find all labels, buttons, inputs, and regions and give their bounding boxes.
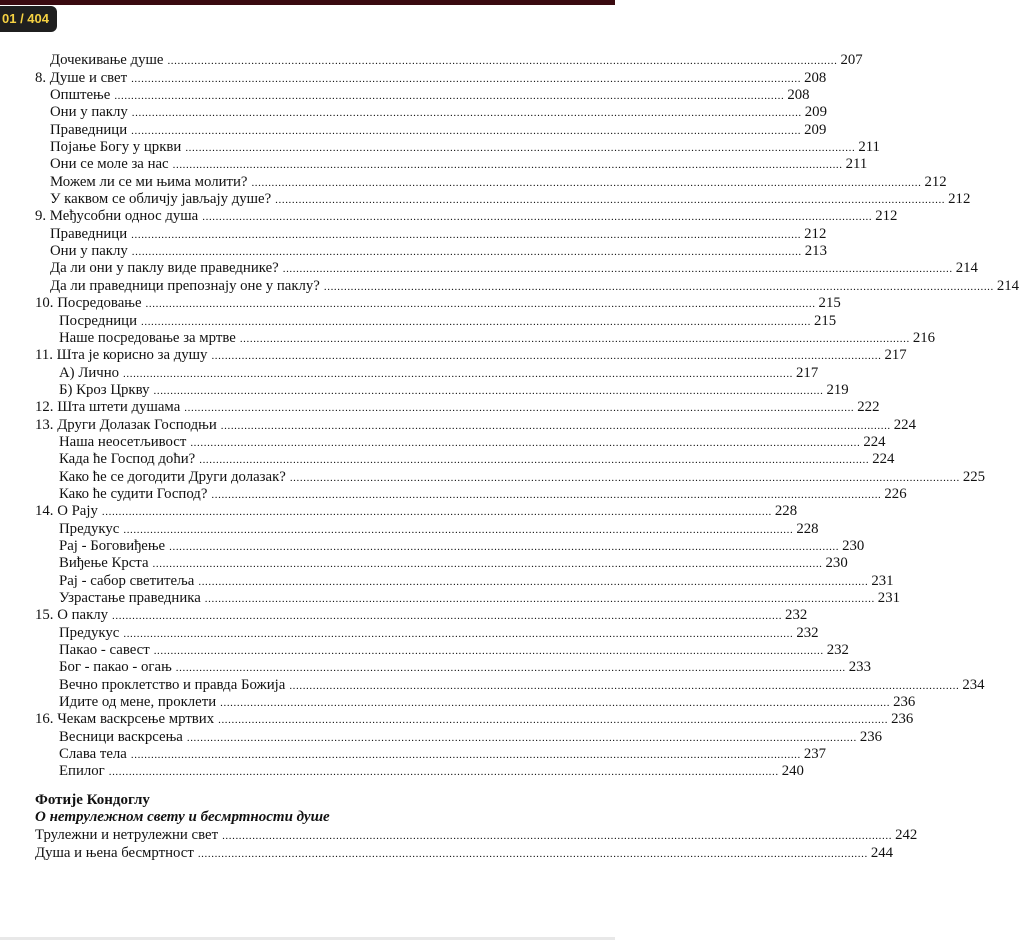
toc-entry-title: 9. Међусобни однос душа — [35, 208, 199, 225]
toc-entry[interactable] — [35, 694, 916, 711]
toc-page-number: 224 — [872, 451, 895, 468]
toc-page-number: 214 — [955, 260, 978, 277]
toc-entry-title: 11. Шта је корисно за душу — [35, 347, 208, 364]
toc-entry[interactable] — [35, 537, 865, 555]
toc-page-number: 215 — [814, 312, 837, 329]
toc-entry-title: Можем ли се ми њима молити? — [35, 174, 249, 191]
toc-leader-dots: ........................................................................................................................................................................................................ — [202, 211, 873, 224]
toc-entry-title: А) Лично — [35, 365, 121, 382]
toc-page-number: 216 — [912, 329, 936, 346]
toc-entry-title: Б) Кроз Цркву — [35, 382, 152, 399]
toc-entry[interactable] — [35, 728, 883, 745]
toc-entry-title: Бог - пакао - огањ — [35, 659, 174, 676]
toc-entry-title: Предукус — [35, 625, 121, 642]
toc-entry-title: 10. Посредовање — [35, 295, 142, 312]
toc-leader-dots: ........................................................................................................................................................................................................ — [131, 72, 802, 85]
toc-entry[interactable] — [35, 844, 894, 861]
toc-entry[interactable] — [35, 104, 827, 121]
toc-entry-title: Они у паклу — [35, 243, 130, 260]
toc-entry-title: 8. Душе и свет — [35, 69, 128, 86]
toc-leader-dots: ........................................................................................................................................................................................................ — [175, 662, 846, 675]
toc-page-number: 230 — [842, 537, 865, 554]
toc-page-number: 209 — [804, 104, 827, 121]
toc-leader-dots: ........................................................................................................................................................................................................ — [220, 697, 891, 710]
toc-page-number: 225 — [962, 468, 986, 485]
toc-page-number: 236 — [859, 728, 883, 745]
toc-entry-title: 16. Чекам васкрсење мртвих — [35, 711, 215, 728]
toc-leader-dots: ........................................................................................................................................................................................................ — [251, 176, 922, 189]
toc-leader-dots: ........................................................................................................................................................................................................ — [153, 645, 824, 658]
toc-leader-dots: ........................................................................................................................................................................................................ — [186, 731, 857, 744]
toc-entry[interactable] — [35, 746, 827, 763]
toc-page-number: 214 — [996, 277, 1019, 294]
toc-entry[interactable] — [35, 69, 827, 86]
toc-leader-dots: ........................................................................................................................................................................................................ — [185, 142, 856, 155]
toc-entry[interactable] — [35, 642, 849, 659]
toc-entry-title: Предукус — [35, 521, 121, 538]
toc-page-number: 224 — [893, 416, 916, 433]
toc-page-number: 234 — [962, 676, 985, 693]
toc-entry[interactable] — [35, 243, 827, 260]
toc-entry-title: Весници васкрсења — [35, 729, 185, 746]
toc-page-number: 217 — [884, 347, 907, 364]
toc-entry[interactable] — [35, 676, 985, 693]
toc-entry-title: Пакао - савест — [35, 642, 152, 659]
toc-entry[interactable] — [35, 485, 907, 503]
toc-page-number: 213 — [804, 243, 827, 260]
table-of-contents — [35, 52, 1019, 780]
toc-entry-title: Трулежни и нетрулежни свет — [35, 827, 219, 844]
toc-page-number: 237 — [803, 746, 827, 763]
toc-leader-dots: ........................................................................................................................................................................................................ — [101, 506, 772, 519]
toc-page-number: 232 — [796, 624, 819, 641]
toc-leader-dots: ........................................................................................................................................................................................................ — [108, 766, 779, 779]
toc-page-number: 224 — [863, 433, 886, 450]
page-indicator-badge[interactable]: 01 / 404 — [0, 6, 57, 32]
toc-page-number: 219 — [826, 381, 849, 398]
table-of-contents-2 — [35, 827, 918, 862]
toc-entry-title: Они у паклу — [35, 104, 130, 121]
toc-page-number: 233 — [848, 659, 871, 676]
toc-entry-title: Рај - сабор светитеља — [35, 573, 196, 590]
toc-page-number: 236 — [893, 694, 916, 711]
toc-entry[interactable] — [35, 503, 798, 520]
toc-page-number: 231 — [871, 572, 894, 589]
toc-entry[interactable] — [35, 433, 886, 451]
toc-leader-dots: ........................................................................................................................................................................................................ — [123, 367, 794, 380]
viewer-top-bar — [0, 0, 615, 5]
toc-leader-dots: ........................................................................................................................................................................................................ — [218, 714, 889, 727]
toc-entry-title: Да ли они у паклу виде праведнике? — [35, 260, 281, 277]
toc-page-number: 228 — [774, 503, 798, 520]
toc-leader-dots: ........................................................................................................................................................................................................ — [152, 558, 823, 571]
toc-leader-dots: ........................................................................................................................................................................................................ — [123, 523, 794, 536]
toc-entry[interactable] — [35, 607, 808, 624]
toc-page-number: 242 — [895, 827, 918, 844]
toc-page-number: 212 — [804, 225, 827, 242]
toc-entry-title: Како ће се догодити Други долазак? — [35, 469, 288, 486]
toc-entry[interactable] — [35, 711, 914, 728]
toc-page-number: 208 — [804, 69, 827, 86]
toc-leader-dots: ........................................................................................................................................................................................................ — [190, 436, 861, 449]
toc-page-number: 236 — [891, 711, 914, 728]
toc-leader-dots: ........................................................................................................................................................................................................ — [131, 107, 802, 120]
toc-page-number: 212 — [875, 208, 898, 225]
toc-leader-dots: ........................................................................................................................................................................................................ — [239, 332, 910, 345]
toc-entry[interactable] — [35, 121, 827, 138]
toc-entry[interactable] — [35, 329, 936, 347]
toc-entry[interactable] — [35, 156, 868, 173]
toc-entry-title: 15. О паклу — [35, 607, 109, 624]
toc-entry[interactable] — [35, 624, 819, 641]
toc-entry[interactable] — [35, 381, 849, 399]
essay-title: О нетрулежном свету и бесмртности душе — [35, 809, 330, 825]
toc-leader-dots: ........................................................................................................................................................................................................ — [204, 593, 875, 605]
toc-page-number: 231 — [877, 590, 900, 606]
toc-leader-dots: ........................................................................................................................................................................................................ — [222, 830, 893, 843]
toc-leader-dots: ........................................................................................................................................................................................................ — [153, 384, 824, 397]
toc-leader-dots: ........................................................................................................................................................................................................ — [131, 228, 802, 241]
toc-page-number: 208 — [787, 87, 810, 104]
toc-entry[interactable] — [35, 763, 804, 780]
toc-entry[interactable] — [35, 87, 810, 104]
toc-entry-title: У каквом се обличју јављају душе? — [35, 191, 273, 208]
toc-entry-title: Праведници — [35, 226, 129, 243]
toc-page-number: 226 — [884, 485, 907, 502]
toc-leader-dots: ........................................................................................................................................................................................................ — [220, 419, 891, 432]
toc-entry[interactable] — [35, 827, 918, 844]
toc-entry[interactable] — [35, 520, 819, 537]
toc-page-number: 207 — [840, 52, 863, 69]
toc-entry-title: Они се моле за нас — [35, 156, 171, 173]
toc-page-number: 232 — [826, 642, 849, 659]
toc-entry-title: Наша неосетљивост — [35, 434, 188, 451]
toc-entry[interactable] — [35, 659, 871, 676]
toc-entry[interactable] — [35, 468, 986, 485]
toc-entry[interactable] — [35, 225, 827, 242]
toc-page-number: 211 — [858, 139, 880, 156]
toc-entry-title: Појање Богу у цркви — [35, 139, 183, 156]
toc-entry[interactable] — [35, 277, 1019, 294]
toc-leader-dots: ........................................................................................................................................................................................................ — [323, 280, 994, 293]
toc-entry-title: 12. Шта штети душама — [35, 399, 181, 416]
toc-leader-dots: ........................................................................................................................................................................................................ — [167, 55, 838, 68]
toc-leader-dots: ........................................................................................................................................................................................................ — [123, 627, 794, 640]
toc-entry-title: Виђење Крста — [35, 555, 151, 572]
toc-leader-dots: ........................................................................................................................................................................................................ — [141, 315, 811, 328]
toc-entry[interactable] — [35, 399, 880, 416]
toc-leader-dots: ........................................................................................................................................................................................................ — [172, 159, 843, 172]
toc-leader-dots: ........................................................................................................................................................................................................ — [169, 540, 840, 553]
toc-entry[interactable] — [35, 312, 837, 329]
toc-entry-title: Епилог — [35, 763, 107, 780]
toc-entry-title: Када ће Господ доћи? — [35, 451, 197, 468]
toc-entry[interactable] — [35, 416, 916, 433]
author-heading: Фотије Кондоглу — [35, 792, 150, 808]
toc-page-number: 240 — [781, 763, 804, 780]
toc-entry-title: Наше посредовање за мртве — [35, 330, 238, 347]
toc-leader-dots: ........................................................................................................................................................................................................ — [114, 90, 785, 103]
toc-leader-dots: ........................................................................................................................................................................................................ — [145, 298, 816, 311]
toc-leader-dots: ........................................................................................................................................................................................................ — [289, 679, 960, 692]
toc-page-number: 230 — [825, 555, 848, 572]
toc-leader-dots: ........................................................................................................................................................................................................ — [184, 402, 855, 415]
toc-entry[interactable] — [35, 451, 895, 468]
toc-page-number: 228 — [796, 520, 819, 537]
toc-leader-dots: ........................................................................................................................................................................................................ — [211, 488, 882, 501]
toc-leader-dots: ........................................................................................................................................................................................................ — [112, 610, 783, 623]
toc-leader-dots: ........................................................................................................................................................................................................ — [282, 263, 953, 276]
toc-entry-title: Општење — [35, 87, 112, 104]
toc-page-number: 212 — [924, 173, 947, 190]
toc-entry[interactable] — [35, 260, 978, 277]
toc-entry-title: Дочекивање душе — [35, 52, 165, 69]
toc-page-number: 244 — [870, 844, 894, 861]
toc-entry[interactable] — [35, 208, 898, 225]
toc-page-number: 211 — [845, 156, 868, 173]
toc-entry[interactable] — [35, 139, 880, 156]
toc-leader-dots: ........................................................................................................................................................................................................ — [131, 124, 802, 137]
toc-entry[interactable] — [35, 52, 863, 69]
toc-entry-title: Слава тела — [35, 746, 129, 763]
toc-leader-dots: ........................................................................................................................................................................................................ — [197, 847, 868, 860]
toc-leader-dots: ........................................................................................................................................................................................................ — [211, 350, 882, 363]
toc-entry-title: 14. О Рају — [35, 503, 98, 520]
toc-leader-dots: ........................................................................................................................................................................................................ — [275, 194, 946, 207]
toc-entry[interactable] — [35, 191, 971, 208]
toc-entry-title: Душа и њена бесмртност — [35, 844, 194, 861]
toc-page-number: 222 — [857, 399, 880, 416]
toc-entry[interactable] — [35, 347, 907, 364]
toc-page-number: 209 — [804, 121, 827, 138]
toc-page-number: 217 — [796, 364, 819, 381]
toc-leader-dots: ........................................................................................................................................................................................................ — [130, 749, 801, 762]
toc-entry[interactable] — [35, 295, 841, 312]
toc-entry[interactable] — [35, 364, 819, 381]
toc-entry-title: Праведници — [35, 122, 129, 139]
toc-entry-title: Да ли праведници препознају оне у паклу? — [35, 278, 322, 295]
toc-entry[interactable] — [35, 555, 848, 572]
toc-entry[interactable] — [35, 590, 900, 607]
toc-leader-dots: ........................................................................................................................................................................................................ — [289, 471, 960, 484]
toc-leader-dots: ........................................................................................................................................................................................................ — [198, 575, 869, 588]
toc-entry-title: Идите од мене, проклети — [35, 694, 218, 711]
toc-entry-title: Како ће судити Господ? — [35, 486, 209, 503]
toc-entry-title: Узрастање праведника — [35, 590, 203, 607]
toc-page-number: 212 — [948, 191, 971, 208]
toc-entry[interactable] — [35, 572, 894, 589]
toc-entry-title: Вечно проклетство и правда Божија — [35, 677, 287, 694]
toc-entry-title: Посредници — [35, 313, 139, 330]
toc-leader-dots: ........................................................................................................................................................................................................ — [131, 246, 802, 259]
toc-page-number: 232 — [785, 607, 808, 624]
toc-entry-title: Рај - Боговиђење — [35, 538, 167, 555]
toc-page-number: 215 — [818, 295, 841, 312]
toc-entry-title: 13. Други Долазак Господњи — [35, 416, 217, 433]
toc-entry[interactable] — [35, 173, 947, 190]
toc-leader-dots: ........................................................................................................................................................................................................ — [199, 454, 870, 467]
